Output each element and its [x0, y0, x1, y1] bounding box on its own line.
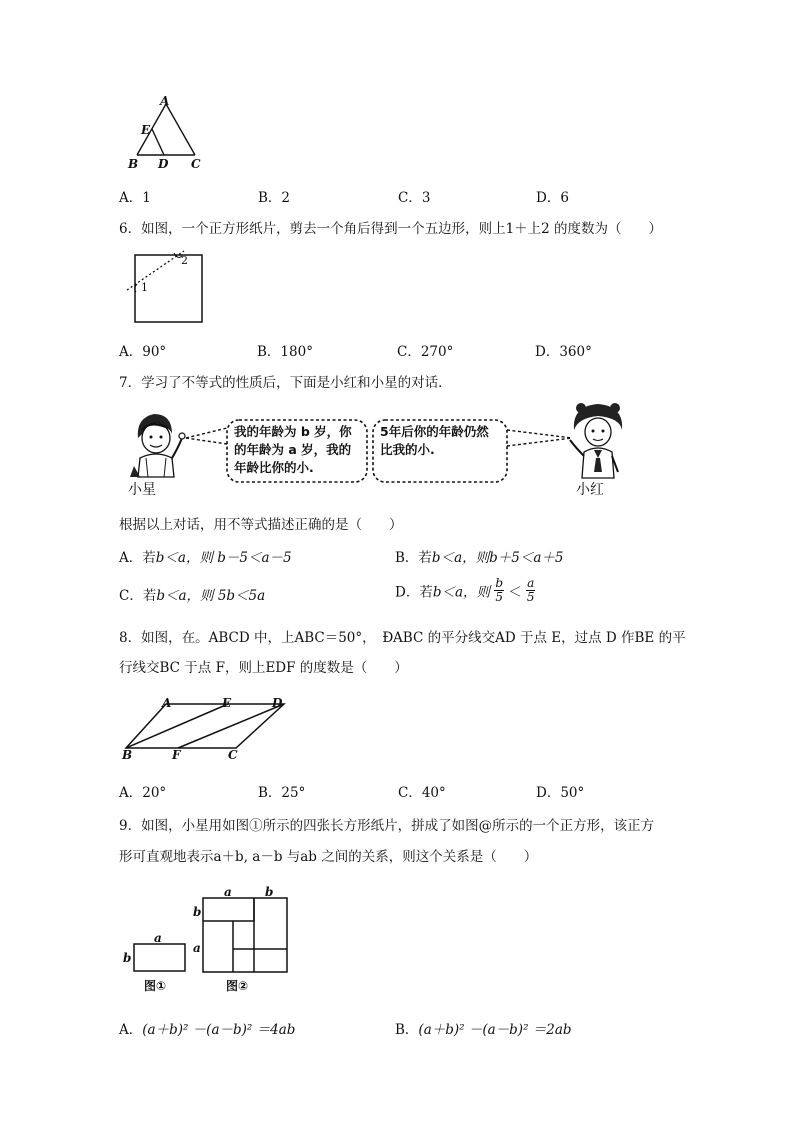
- label-F: F: [172, 748, 181, 762]
- option-c[interactable]: C．40°: [398, 785, 446, 801]
- option-b[interactable]: B．180°: [257, 344, 313, 360]
- parallelogram-figure: [118, 692, 298, 762]
- figure-2-square: [200, 896, 290, 974]
- fraction-a-over-5: $\frac{a}{5}$: [526, 576, 535, 604]
- question-6: [119, 217, 662, 237]
- bubble-left: 我的年龄为 b 岁，你 的年龄为 a 岁，我的 年龄比你的小.: [234, 424, 352, 475]
- option-b[interactable]: B．2: [258, 190, 291, 206]
- label-C: C: [228, 748, 238, 762]
- option-a[interactable]: A．(a＋b)² －(a－b)² ＝4ab: [119, 1022, 296, 1038]
- figure-1-caption: 图①: [144, 979, 167, 993]
- option-c[interactable]: C．若b＜a，则 5b＜5a: [119, 588, 266, 604]
- question-8-line2: 行线交BC 于点 F，则上EDF 的度数是（ ）: [119, 660, 408, 676]
- girl-illustration: [570, 403, 622, 478]
- question-text: 如图，一个正方形纸片，剪去一个角后得到一个五边形，则上1＋上2 的度数为（ ）: [141, 221, 663, 237]
- question-9: [119, 814, 654, 834]
- label-A: A: [160, 94, 170, 108]
- label-E: E: [141, 123, 151, 137]
- boy-illustration: [130, 414, 185, 477]
- option-b[interactable]: B．(a＋b)² －(a－b)² ＝2ab: [395, 1022, 572, 1038]
- figure-1-rectangle: [132, 942, 188, 974]
- option-b[interactable]: B．若b＜a，则b＋5＜a＋5: [395, 550, 564, 566]
- option-d[interactable]: D．360°: [535, 344, 592, 360]
- question-8: [119, 626, 686, 646]
- question-7-prompt: 根据以上对话，用不等式描述正确的是（ ）: [119, 517, 403, 533]
- fig2-label-a-left: a: [193, 941, 201, 955]
- option-a[interactable]: A．若b＜a，则 b－5＜a－5: [119, 550, 292, 566]
- option-d[interactable]: D．6: [536, 190, 569, 206]
- dialogue-illustration: [120, 400, 630, 500]
- question-text-line1: 如图，小星用如图①所示的四张长方形纸片，拼成了如图@所示的一个正方形，该正方: [141, 818, 655, 834]
- angle-1-label: 1: [141, 281, 148, 294]
- fig2-label-b-top: b: [265, 885, 274, 899]
- label-B: B: [128, 157, 139, 171]
- question-number: 8．: [119, 630, 142, 646]
- square-cut-figure: [124, 248, 210, 326]
- option-d[interactable]: D．50°: [536, 785, 585, 801]
- option-b[interactable]: B．25°: [258, 785, 306, 801]
- fig1-label-b: b: [123, 951, 132, 965]
- fig1-label-a: a: [154, 931, 162, 945]
- option-d[interactable]: D．若b＜a，则 $\frac{b}{5}$ ＜ $\frac{a}{5}$: [395, 576, 535, 604]
- label-E: E: [222, 696, 232, 710]
- option-c[interactable]: C．270°: [397, 344, 454, 360]
- question-number: 6．: [119, 221, 142, 237]
- option-c[interactable]: C．3: [398, 190, 431, 206]
- question-9-line2: 形可直观地表示a＋b, a－b 与ab 之间的关系，则这个关系是（ ）: [119, 849, 538, 865]
- name-xiaoxing: 小星: [128, 482, 156, 498]
- question-number: 7．: [119, 375, 142, 391]
- question-text-line1: 如图，在。ABCD 中，上ABC＝50°， ÐABC 的平分线交AD 于点 E，过点 D 作BE 的平: [141, 630, 686, 646]
- option-a[interactable]: A．20°: [119, 785, 167, 801]
- fig2-label-a-top: a: [224, 885, 232, 899]
- label-C: C: [191, 157, 201, 171]
- label-D: D: [272, 696, 283, 710]
- name-xiaohong: 小红: [576, 482, 604, 498]
- label-B: B: [122, 748, 133, 762]
- question-number: 9．: [119, 818, 142, 834]
- bubble-right: 5年后你的年龄仍然 比我的小.: [380, 424, 489, 457]
- label-D: D: [158, 157, 169, 171]
- angle-2-label: 2: [181, 254, 188, 267]
- figure-2-caption: 图②: [226, 979, 249, 993]
- label-A: A: [162, 696, 172, 710]
- fig2-label-b-left: b: [193, 905, 202, 919]
- option-a[interactable]: A．1: [119, 190, 151, 206]
- question-text: 学习了不等式的性质后，下面是小红和小星的对话．: [141, 375, 452, 391]
- question-7: [119, 371, 452, 391]
- option-a[interactable]: A．90°: [119, 344, 167, 360]
- fraction-b-over-5: $\frac{b}{5}$: [495, 576, 504, 604]
